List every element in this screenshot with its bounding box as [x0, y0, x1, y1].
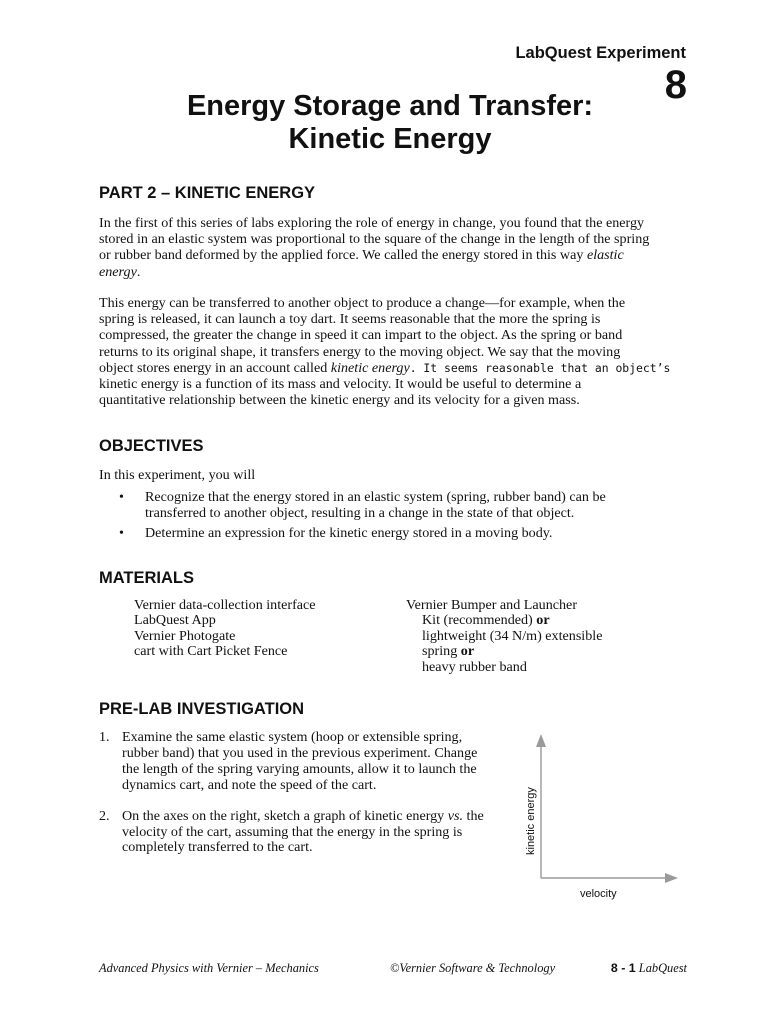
page-title-line1: Energy Storage and Transfer:: [186, 90, 594, 122]
text-run: or rubber band deformed by the applied force. We called the energy stored in this way: [99, 247, 587, 264]
experiment-label: LabQuest Experiment: [515, 44, 686, 62]
intro-paragraph: [99, 215, 691, 280]
or-keyword: or: [460, 643, 475, 660]
objectives-intro: [99, 467, 691, 483]
text-run: object stores energy in an account called: [99, 359, 331, 376]
text-run: On the axes on the right, sketch a graph of kinetic energy: [122, 807, 448, 824]
text-line: In this experiment, you will: [99, 467, 256, 483]
material-item: heavy rubber band: [422, 658, 527, 675]
text-line: compressed, the greater the change in speed it can impart to the object. As the spring or band: [99, 327, 623, 344]
page-suffix: LabQuest: [635, 961, 687, 975]
transfer-paragraph: [99, 295, 691, 408]
material-item: cart with Cart Picket Fence: [134, 643, 288, 660]
bullet-icon: •: [119, 525, 124, 542]
material-item: Vernier Photogate: [134, 627, 236, 644]
materials-left-column: [134, 598, 316, 660]
blank-graph-axes: [512, 730, 688, 906]
x-axis-arrow-icon: [665, 873, 678, 883]
step-number: 1.: [99, 729, 110, 745]
material-item: [406, 613, 602, 628]
text-run: .: [136, 263, 141, 280]
text-run: Kit (recommended): [422, 612, 537, 629]
bullet-icon: •: [119, 489, 124, 505]
material-item: lightweight (34 N/m) extensible: [422, 627, 603, 644]
text-line: [99, 264, 691, 280]
text-line: [122, 809, 519, 825]
text-line: transferred to another object, resulting in a change in the state of that object.: [145, 505, 575, 522]
part2-heading: PART 2 – KINETIC ENERGY: [99, 184, 316, 202]
list-item: [99, 730, 519, 794]
text-line: spring is released, it can launch a toy dart. It seems reasonable that the more the spring is: [99, 311, 601, 328]
text-line: quantitative relationship between the kinetic energy and its velocity for a given mass.: [99, 392, 580, 409]
page-number: 8 - 1: [610, 961, 636, 975]
prelab-steps: [99, 730, 519, 856]
graph-x-label: velocity: [580, 888, 617, 900]
text-line: [99, 360, 691, 376]
elastic-term: elastic: [586, 247, 624, 264]
text-line: velocity of the cart, assuming that the energy in the spring is: [122, 823, 463, 840]
text-run: . It seems reasonable that an object’s: [409, 360, 671, 375]
material-item: [406, 644, 602, 659]
objectives-list: [99, 489, 659, 542]
page-title-line2: Kinetic Energy: [288, 123, 492, 155]
footer-copyright: ©Vernier Software & Technology: [390, 961, 556, 975]
materials-heading: MATERIALS: [99, 569, 195, 587]
text-line: Determine an expression for the kinetic energy stored in a moving body.: [145, 525, 553, 542]
objectives-heading: OBJECTIVES: [99, 437, 204, 455]
graph-y-label: kinetic energy: [525, 787, 537, 855]
y-axis-arrow-icon: [536, 734, 546, 747]
text-line: completely transferred to the cart.: [122, 839, 313, 856]
text-line: kinetic energy is a function of its mass and velocity. It would be useful to determine a: [99, 376, 582, 393]
material-item: Vernier data-collection interface: [134, 597, 316, 613]
footer-page-number: [611, 961, 687, 976]
text-run: the: [463, 807, 484, 824]
material-item: LabQuest App: [134, 612, 216, 629]
vs-term: vs.: [447, 807, 464, 824]
text-line: [99, 247, 691, 263]
list-item: [99, 809, 519, 857]
material-item: Vernier Bumper and Launcher: [406, 597, 578, 613]
list-item: [99, 489, 659, 521]
text-line: In the first of this series of labs exploring the role of energy in change, you found that the energy: [99, 215, 645, 231]
text-line: stored in an elastic system was proportional to the square of the change in the length of the spring: [99, 231, 650, 248]
step-number: 2.: [99, 807, 110, 824]
text-run: spring: [422, 643, 461, 660]
or-keyword: or: [536, 612, 550, 629]
materials-right-column: [406, 598, 602, 675]
energy-term: energy: [99, 263, 137, 280]
text-line: Recognize that the energy stored in an elastic system (spring, rubber band) can be: [145, 489, 606, 505]
prelab-heading: PRE-LAB INVESTIGATION: [99, 700, 305, 718]
kinetic-energy-term: kinetic energy: [330, 359, 410, 376]
experiment-number: 8: [664, 63, 687, 107]
text-line: the length of the spring varying amounts, allow it to launch the: [122, 760, 477, 777]
footer-book-title: Advanced Physics with Vernier – Mechanics: [99, 961, 319, 975]
text-line: rubber band) that you used in the previous experiment. Change: [122, 744, 478, 761]
list-item: [99, 525, 659, 541]
text-line: Examine the same elastic system (hoop or extensible spring,: [122, 729, 463, 745]
text-line: This energy can be transferred to another object to produce a change—for example, when the: [99, 295, 626, 311]
text-line: dynamics cart, and note the speed of the cart.: [122, 776, 377, 793]
text-line: returns to its original shape, it transfers energy to the moving object. We say that the moving: [99, 343, 621, 360]
